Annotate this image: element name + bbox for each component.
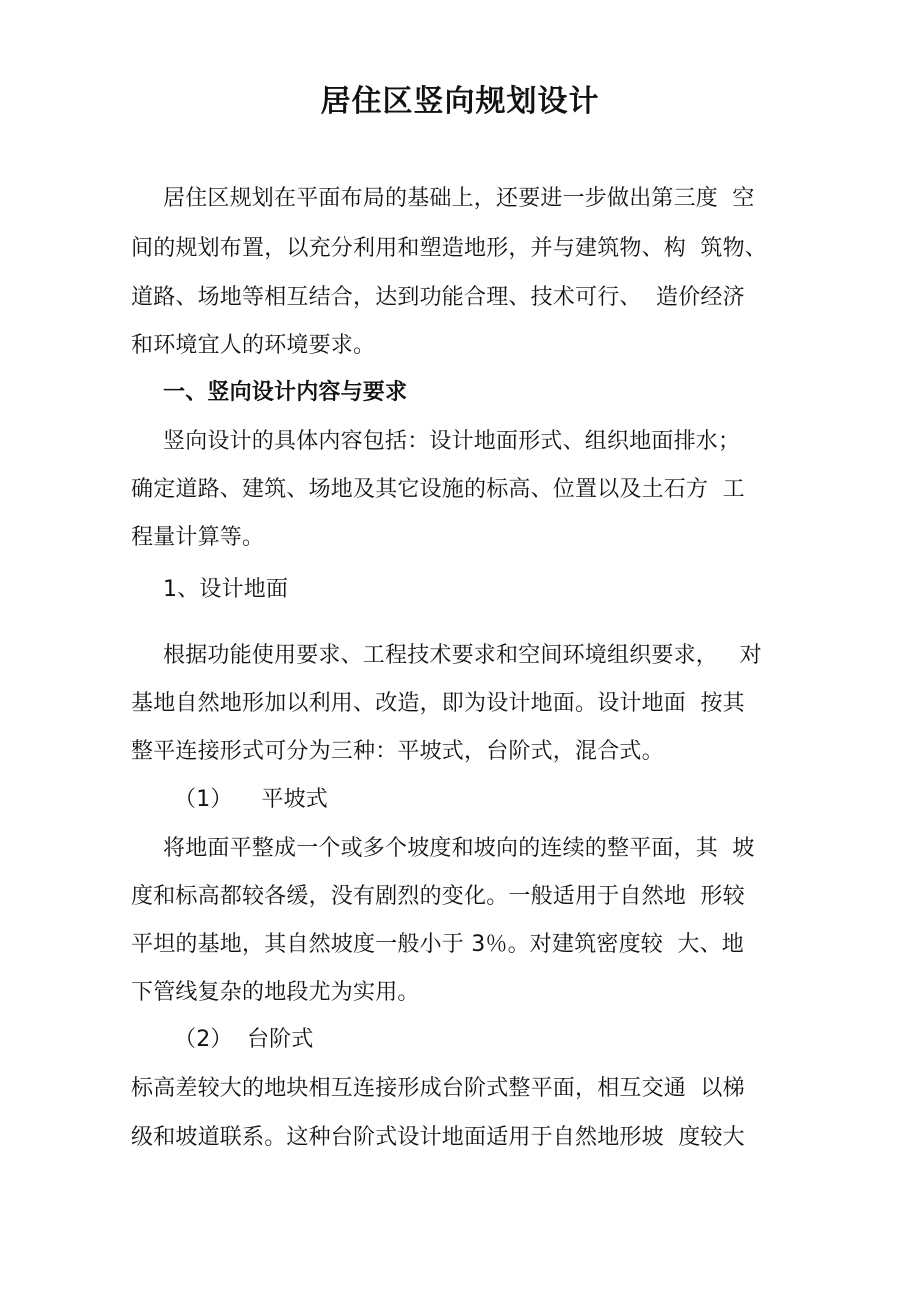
intro-line-2: 间的规划布置，以充分利用和塑造地形，并与建筑物、构 筑物、	[131, 236, 767, 261]
item-1-line-4: 下管线复杂的地段尤为实用。	[131, 980, 420, 1005]
intro-line-3: 道路、场地等相互结合，达到功能合理、技术可行、 造价经济	[131, 285, 745, 310]
item-1-line-2: 度和标高都较各缓，没有剧烈的变化。一般适用于自然地 形较	[131, 884, 745, 909]
section-1-line-1: 竖向设计的具体内容包括：设计地面形式、组织地面排水；	[163, 429, 741, 454]
subsection-heading-design-ground: 1、设计地面	[163, 577, 289, 602]
item-heading-terrace: （2） 台阶式	[174, 1027, 314, 1052]
item-1-line-1: 将地面平整成一个或多个坡度和坡向的连续的整平面，其 坡	[163, 836, 755, 861]
subsection-1-line-2: 基地自然地形加以利用、改造，即为设计地面。设计地面 按其	[131, 691, 745, 716]
item-2-line-1: 标高差较大的地块相互连接形成台阶式整平面，相互交通 以梯	[131, 1076, 745, 1101]
item-2-line-2: 级和坡道联系。这种台阶式设计地面适用于自然地形坡 度较大	[131, 1125, 745, 1150]
page-title: 居住区竖向规划设计	[320, 84, 600, 119]
subsection-1-line-3: 整平连接形式可分为三种：平坡式，台阶式，混合式。	[131, 739, 664, 764]
intro-line-1: 居住区规划在平面布局的基础上，还要进一步做出第三度 空	[163, 186, 755, 211]
subsection-1-line-1: 根据功能使用要求、工程技术要求和空间环境组织要求， 对	[163, 643, 762, 668]
section-1-line-3: 程量计算等。	[131, 525, 265, 550]
item-1-line-3: 平坦的基地，其自然坡度一般小于 3％。对建筑密度较 大、地	[131, 932, 744, 957]
section-1-line-2: 确定道路、建筑、场地及其它设施的标高、位置以及土石方 工	[131, 477, 745, 502]
section-heading-content-requirements: 一、竖向设计内容与要求	[163, 380, 408, 405]
item-heading-flat-slope: （1） 平坡式	[174, 787, 328, 812]
intro-line-4: 和环境宜人的环境要求。	[131, 333, 376, 358]
